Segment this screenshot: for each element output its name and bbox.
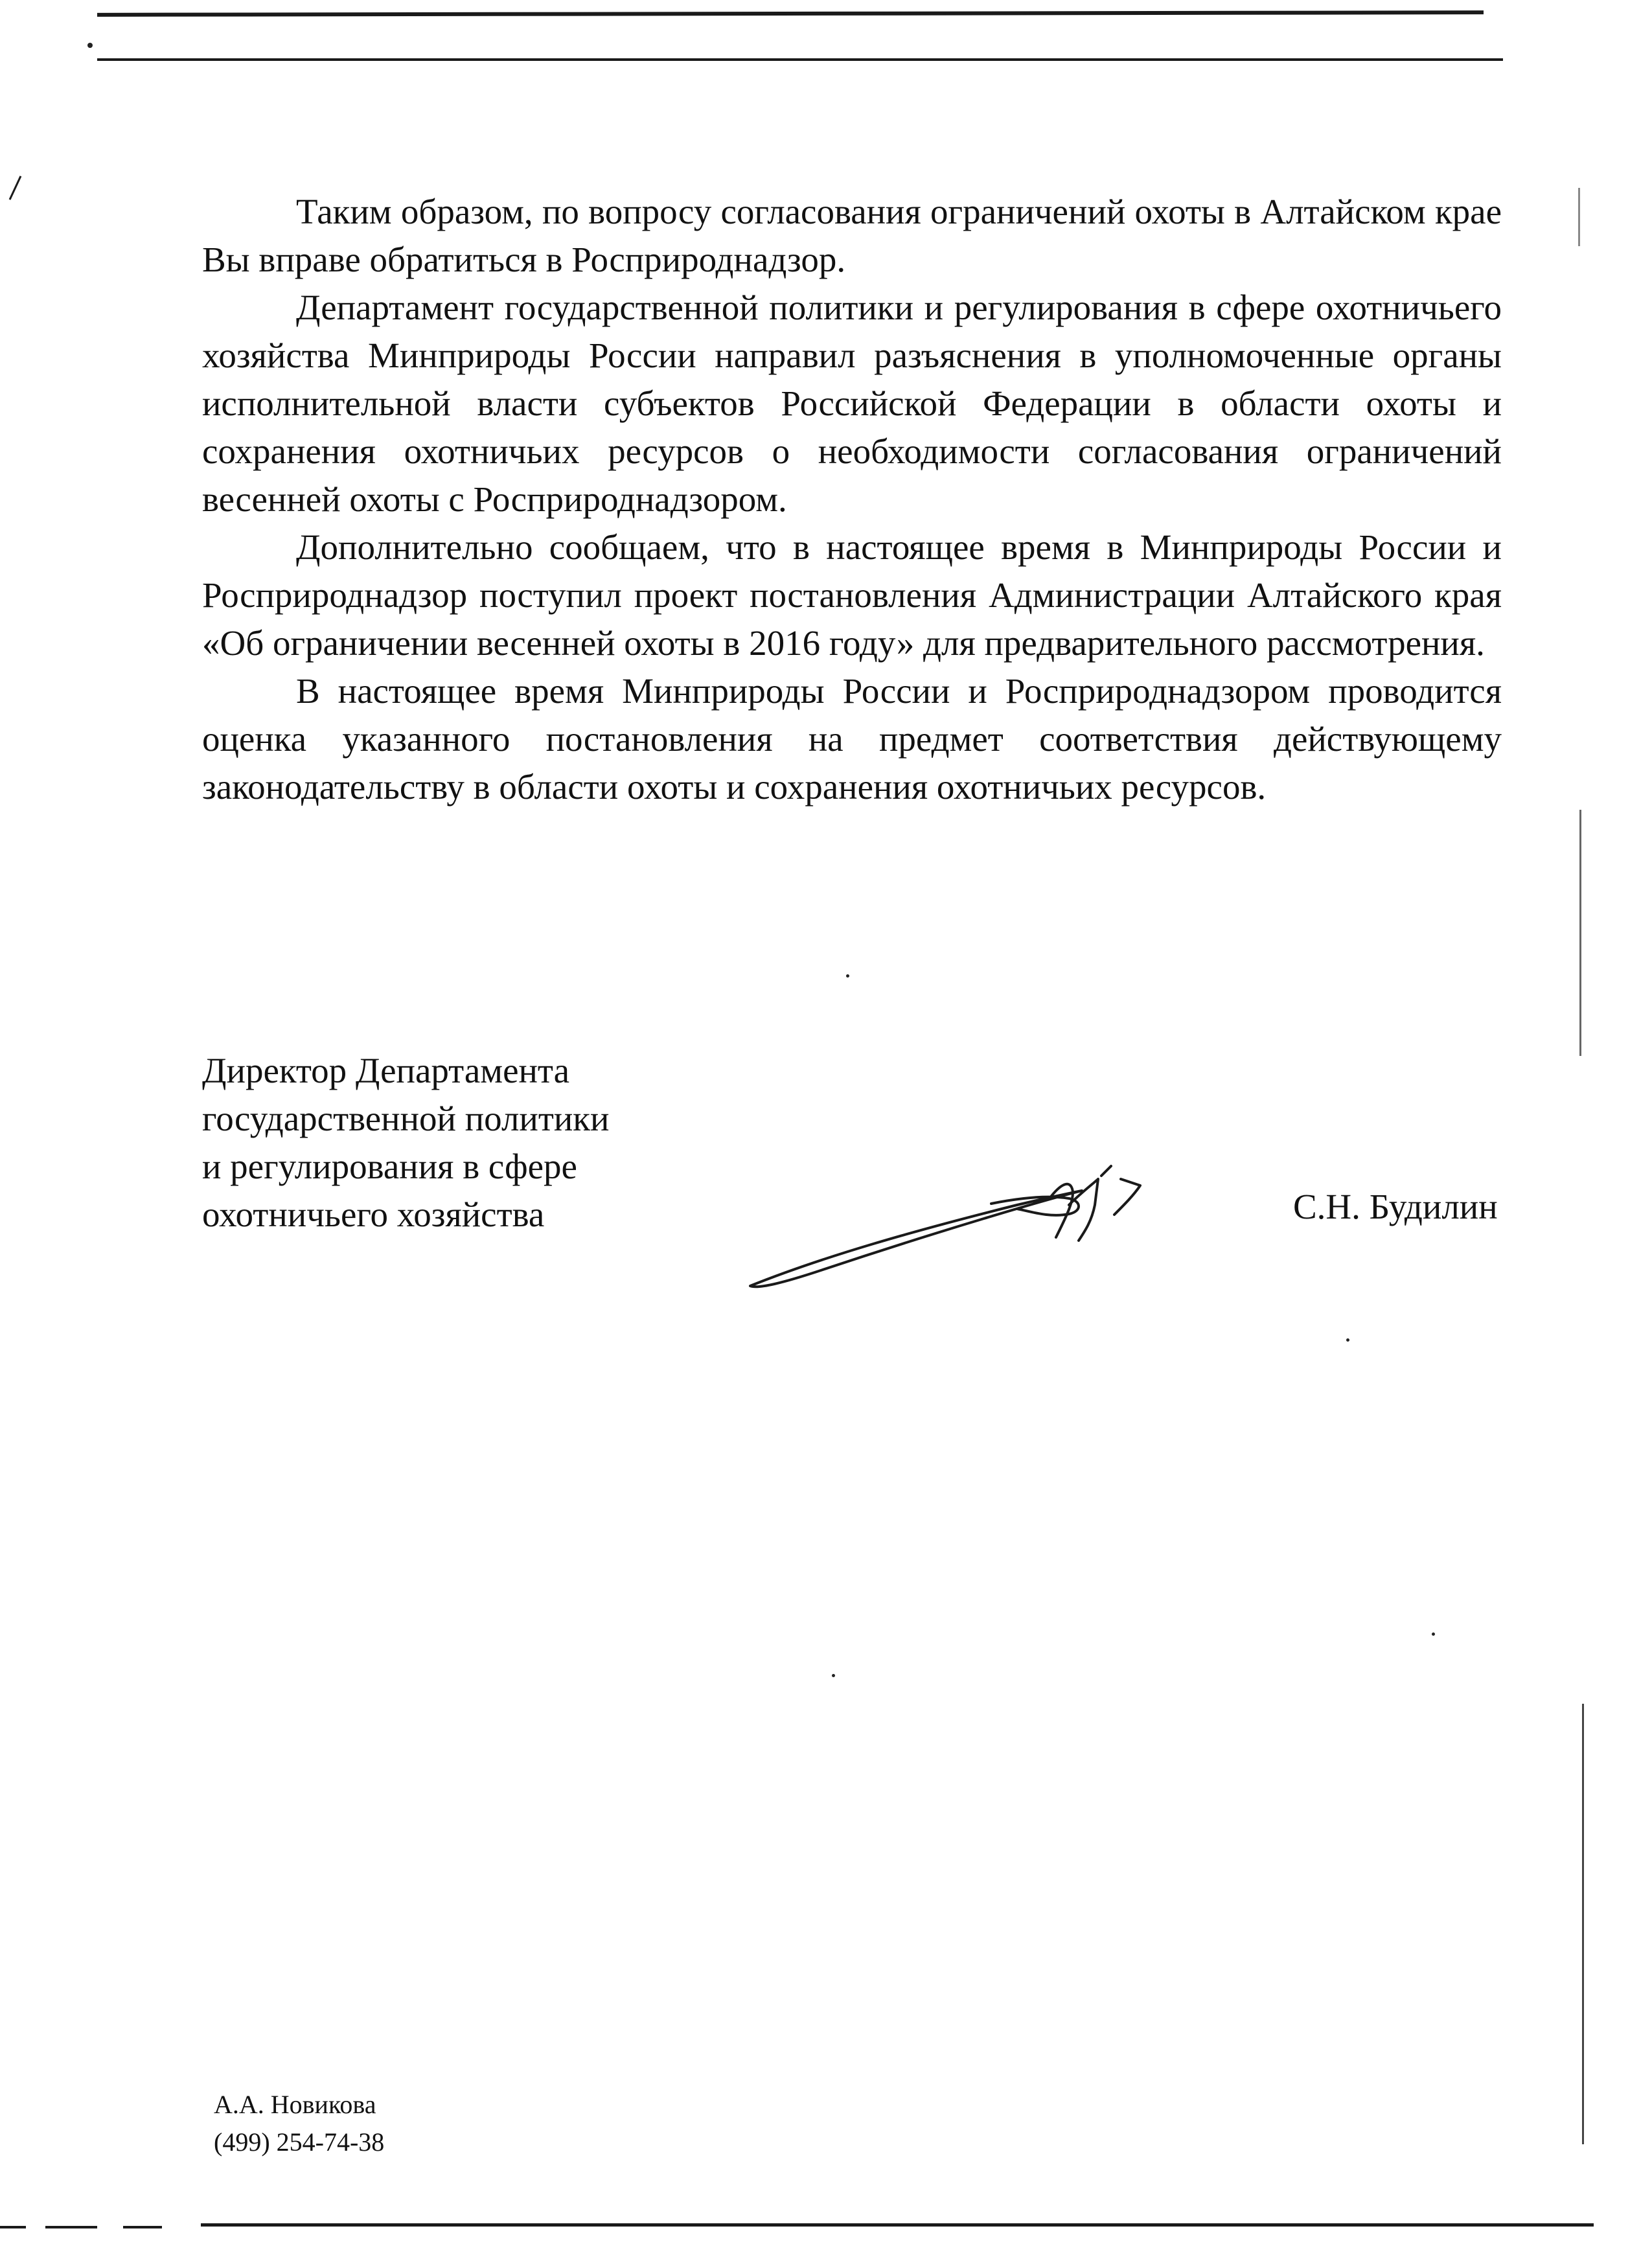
scan-right-edge [1582, 1704, 1584, 2144]
signatory-title-line: государственной политики [202, 1099, 610, 1138]
executor-block [214, 2086, 384, 2161]
executor-name: А.А. Новикова [214, 2090, 376, 2119]
letter-body [202, 188, 1502, 811]
signatory-title-line: и регулирования в сфере [202, 1147, 577, 1186]
scan-bottom-dash [123, 2226, 162, 2228]
scan-edge-mark [9, 176, 22, 200]
signatory-title-line: охотничьего хозяйства [202, 1195, 545, 1234]
scan-bottom-dash [45, 2226, 97, 2228]
executor-phone: (499) 254-74-38 [214, 2127, 385, 2157]
scan-right-edge [1578, 188, 1580, 246]
scan-speck [846, 974, 849, 978]
scan-speck [87, 43, 93, 48]
handwritten-signature [745, 1160, 1147, 1302]
scan-bottom-line [201, 2223, 1594, 2227]
scan-speck [1346, 1338, 1349, 1342]
signatory-title [202, 1047, 609, 1239]
paragraph: Дополнительно сообщаем, что в настоящее время в Минприроды России и Росприроднадзор поступил проект постановления Администрации Алтайского края «Об ограничении весенней охоты в 2016 году» для предварительного рассмотрения. [202, 527, 1502, 663]
scan-bottom-dash [0, 2226, 26, 2228]
paragraph: В настоящее время Минприроды России и Росприроднадзором проводится оценка указанного постановления на предмет соответствия действующему законодательству в области охоты и сохранения охотничьих ресурсов. [202, 671, 1502, 807]
paragraph: Департамент государственной политики и регулирования в сфере охотничьего хозяйства Минприроды России направил разъяснения в уполномоченные органы исполнительной власти субъектов Российской Федерации в области охоты и сохранения охотничьих ресурсов о необходимости согласования ограничений весенней охоты с Росприроднадзором. [202, 288, 1502, 519]
scan-top-line-2 [97, 58, 1503, 61]
scan-speck [1432, 1632, 1435, 1636]
signatory-name: С.Н. Будилин [1293, 1187, 1498, 1226]
scan-speck [832, 1674, 835, 1677]
signatory-title-line: Директор Департамента [202, 1051, 570, 1090]
scan-right-edge [1579, 810, 1581, 1056]
paragraph: Таким образом, по вопросу согласования ограничений охоты в Алтайском крае Вы вправе обратиться в Росприроднадзор. [202, 192, 1502, 279]
scan-top-line-1 [97, 10, 1484, 17]
